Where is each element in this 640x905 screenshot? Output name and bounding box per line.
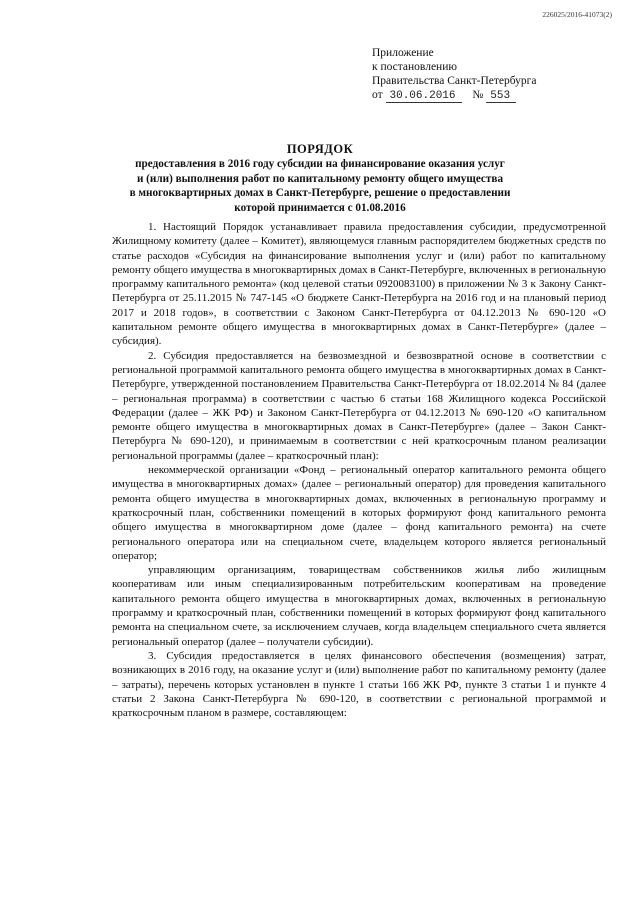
subtitle-line: и (или) выполнения работ по капитальному ремонту общего имущества — [136, 172, 504, 185]
paragraph-3: 3. Субсидия предоставляется в целях финансового обеспечения (возмещения) затрат, возникающих в 2016 году, на оказание услуг и (или) выполнение работ по капитальному ремонту (далее – затраты), перечень которых установлен в пункте 1 статьи 166 ЖК РФ, пункте 3 статьи 1 и пункте 4 статьи 2 Закона Санкт-Петербурга № 690-120, в соответствии с региональной программой и краткосрочным планом в размере, составляющем: — [112, 649, 606, 720]
date-prefix: от — [372, 89, 383, 101]
subtitle-line: предоставления в 2016 году субсидии на финансирование оказания услуг — [135, 158, 505, 170]
document-subtitle — [100, 157, 540, 215]
paragraph-1: 1. Настоящий Порядок устанавливает правила предоставления субсидии, предусмотренной Жилищному комитету (далее – Комитет), являющемуся главным распорядителем бюджетных средств по статье расходов «Субсидия на финансирование выполнения услуг и (или) работ по капитальному ремонту общего имущества в многоквартирных домах в Санкт-Петербурге, включенных в региональную программу капитального ремонта» (код целевой статьи 0920083100) в приложении № 3 к Закону Санкт-Петербурга от 25.11.2015 № 747-145 «О бюджете Санкт-Петербурга на 2016 год и на плановый период 2017 и 2018 годов», в соответствии с Законом Санкт-Петербурга от 04.12.2013 № 690-120 «О капитальном ремонте общего имущества в многоквартирных домах в Санкт-Петербурге» (далее – субсидия). — [112, 221, 606, 348]
appendix-line-1: Приложение — [372, 47, 434, 59]
appendix-date-row — [372, 88, 537, 103]
document-number: 226025/2016-41073(2) — [542, 10, 612, 19]
paragraph-2-item-2: управляющим организациям, товариществам собственников жилья либо жилищным кооперативам или иным специализированным потребительским кооперативам на проведение капитального ремонта общего имущества в многоквартирных домах, включенных в региональную программу и краткосрочный план, собственники помещений в которых формируют фонд капитального ремонта на специальном счете, за исключением случаев, когда владельцем специального счета является региональный оператор (далее – получатели субсидии). — [112, 564, 606, 648]
appendix-line-3: Правительства Санкт-Петербурга — [372, 75, 537, 87]
appendix-block — [372, 46, 537, 103]
number-sign: № — [472, 89, 484, 101]
decree-date: 30.06.2016 — [386, 90, 462, 103]
document-body — [112, 220, 606, 720]
document-title: ПОРЯДОК — [286, 142, 354, 156]
subtitle-line: которой принимается с 01.08.2016 — [234, 201, 406, 214]
paragraph-2-item-1: некоммерческой организации «Фонд – региональный оператор капитального ремонта общего имущества в многоквартирных домах» (далее – региональный оператор) для проведения капитального ремонта общего имущества в многоквартирных домах, включенных в региональную программу и краткосрочный план, собственники помещений в которых формируют фонд капитального ремонта общего имущества в многоквартирном доме (далее – фонд капитального ремонта) на счете регионального оператора или на специальном счете, владельцем которого является региональный оператор; — [112, 464, 606, 562]
paragraph-2: 2. Субсидия предоставляется на безвозмездной и безвозвратной основе в соответствии с региональной программой капитального ремонта общего имущества в многоквартирных домах в Санкт-Петербурге, утвержденной постановлением Правительства Санкт-Петербурга от 18.02.2014 № 84 (далее – региональная программа) в соответствии с частью 6 статьи 168 Жилищного кодекса Российской Федерации (далее – ЖК РФ) и Законом Санкт-Петербурга от 04.12.2013 № 690-120 «О капитальном ремонте общего имущества в многоквартирных домах в Санкт-Петербурге» (далее – Закон Санкт-Петербурга № 690-120), и принимаемым в соответствии с ней краткосрочным планом реализации региональной программы (далее – краткосрочный план): — [112, 349, 606, 462]
subtitle-line: в многоквартирных домах в Санкт-Петербурге, решение о предоставлении — [129, 187, 511, 199]
appendix-line-2: к постановлению — [372, 61, 457, 73]
decree-number: 553 — [486, 90, 516, 103]
